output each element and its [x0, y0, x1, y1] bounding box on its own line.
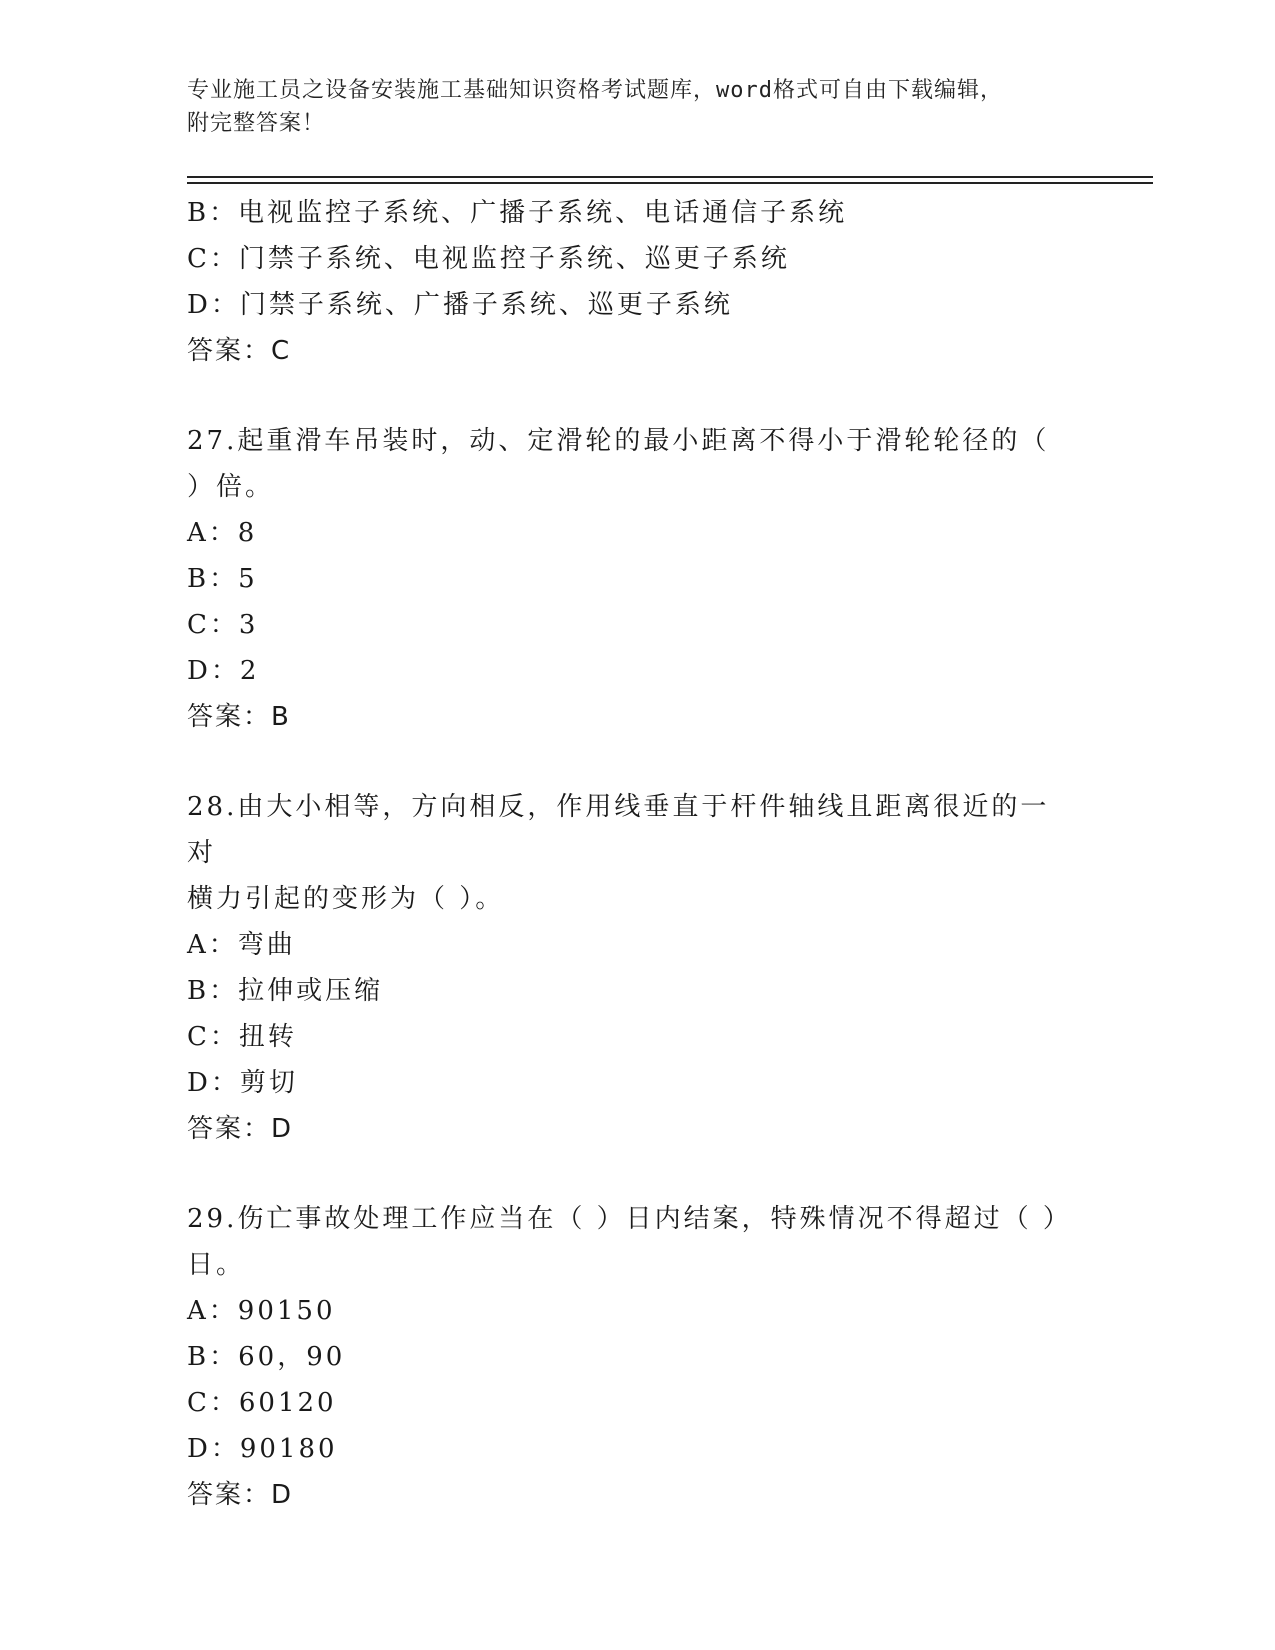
question-28: [187, 784, 1087, 1152]
option-d: D：90180: [187, 1434, 338, 1464]
question-text-line-2: ）倍。: [187, 472, 275, 502]
option-c: C：扭转: [187, 1022, 297, 1052]
option-c: C：60120: [187, 1388, 337, 1418]
option-a: A：弯曲: [187, 930, 296, 960]
option-d: D：门禁子系统、广播子系统、巡更子系统: [187, 290, 733, 320]
question-text-line-1: 28.由大小相等，方向相反，作用线垂直于杆件轴线且距离很近的一对: [187, 792, 1050, 868]
answer-line: 答案：D: [187, 1480, 294, 1510]
answer-line: 答案：C: [187, 336, 292, 366]
question-text: [187, 784, 1067, 922]
question-list: [187, 190, 1087, 1518]
answer-line: 答案：D: [187, 1114, 294, 1144]
question-text: [187, 1196, 1072, 1288]
option-b: B：拉伸或压缩: [187, 976, 384, 1006]
question-text-line-1: 27.起重滑车吊装时，动、定滑轮的最小距离不得小于滑轮轮径的（: [187, 426, 1050, 456]
answer-line: 答案：B: [187, 702, 291, 732]
option-d: D：剪切: [187, 1068, 298, 1098]
question-26-fragment: [187, 190, 1087, 374]
option-b: B：电视监控子系统、广播子系统、电话通信子系统: [187, 198, 848, 228]
question-27: [187, 418, 1087, 740]
option-c: C：门禁子系统、电视监控子系统、巡更子系统: [187, 244, 790, 274]
question-text-line-2: 日。: [187, 1250, 246, 1280]
document-header: [187, 74, 1067, 140]
header-line-2: 附完整答案！: [187, 111, 326, 136]
question-text-line-2: 横力引起的变形为（ ）。: [187, 884, 505, 914]
option-b: B：5: [187, 564, 258, 594]
option-a: A：90150: [187, 1296, 336, 1326]
question-text: [187, 418, 1067, 510]
header-line-1: 专业施工员之设备安装施工基础知识资格考试题库，word格式可自由下载编辑，: [187, 78, 1003, 103]
option-c: C：3: [187, 610, 259, 640]
header-divider-bottom: [187, 182, 1153, 184]
question-text-line-1: 29.伤亡事故处理工作应当在（ ）日内结案，特殊情况不得超过（ ）: [187, 1204, 1072, 1234]
question-29: [187, 1196, 1087, 1518]
option-d: D：2: [187, 656, 260, 686]
option-a: A：8: [187, 518, 258, 548]
option-b: B：60，90: [187, 1342, 346, 1372]
header-divider-top: [187, 176, 1153, 178]
